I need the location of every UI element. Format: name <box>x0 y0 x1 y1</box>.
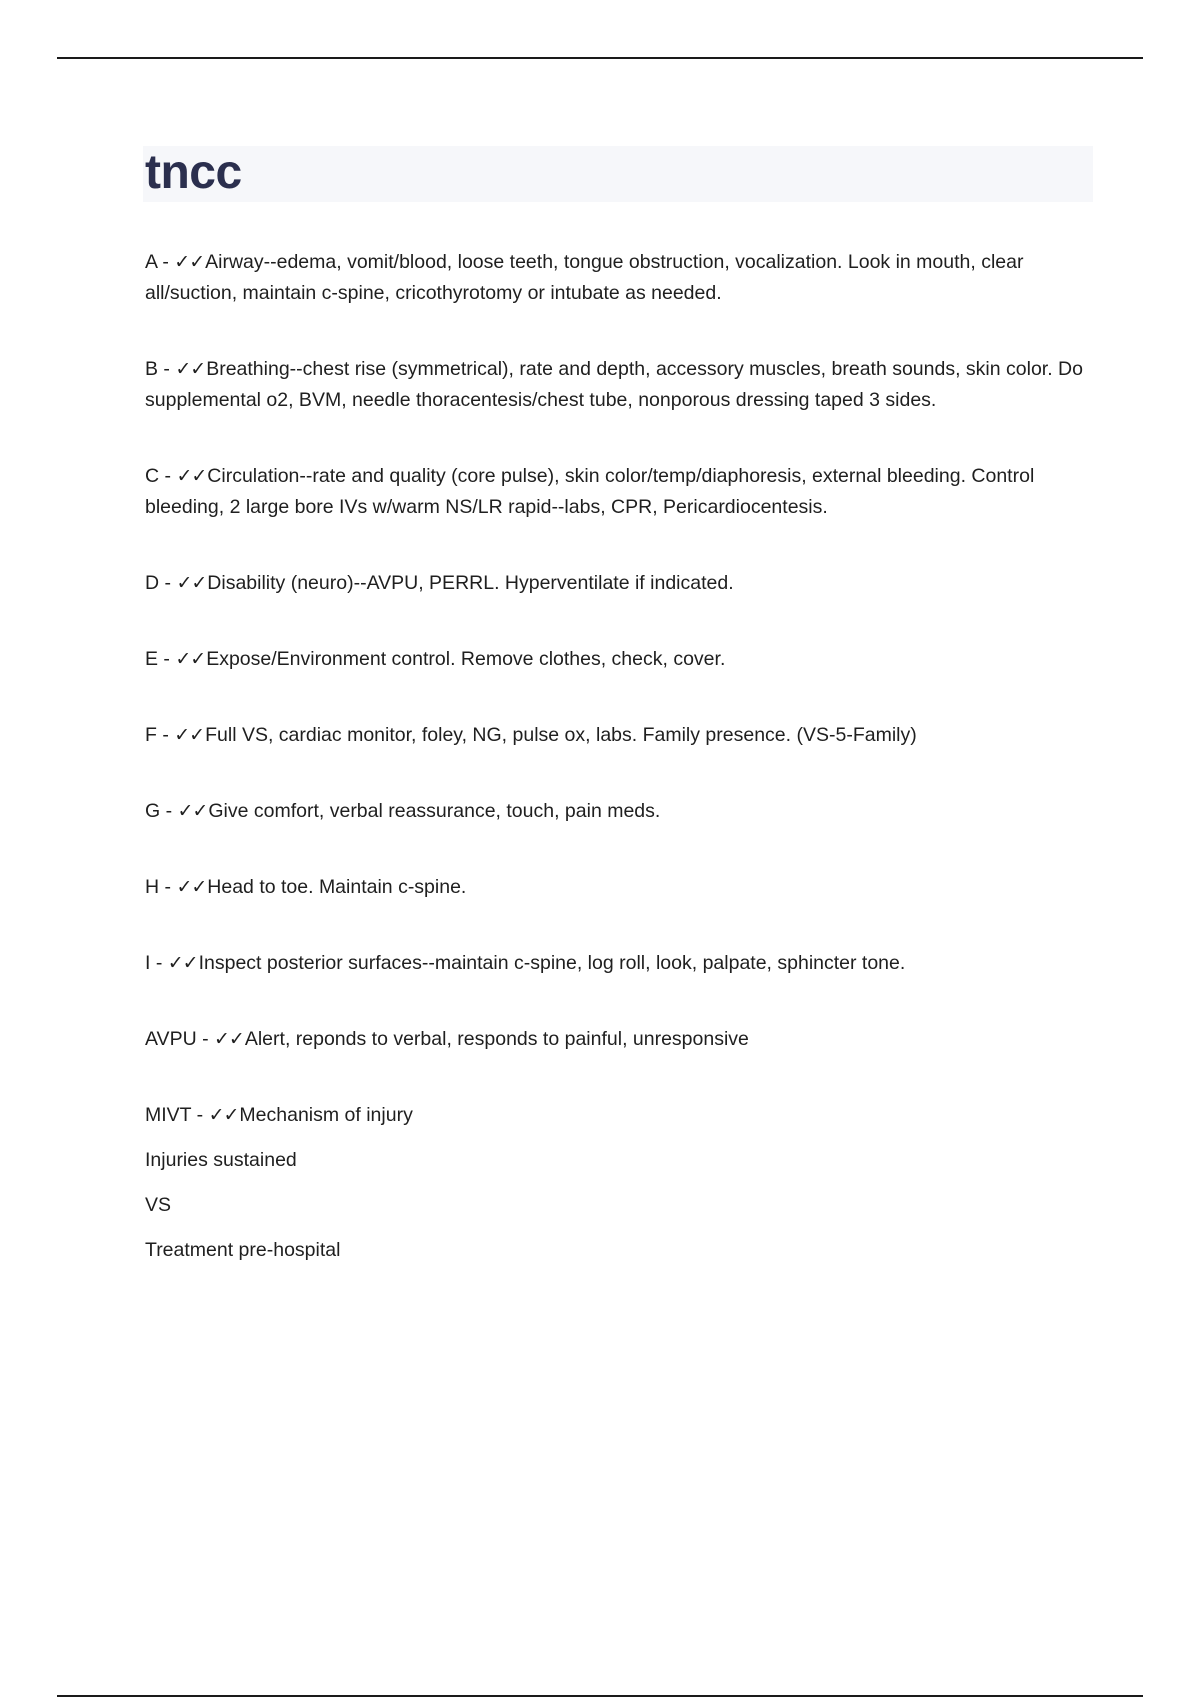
check-mark-icon: ✓✓ <box>167 952 198 974</box>
card-definition: Airway--edema, vomit/blood, loose teeth, tongue obstruction, vocalization. Look in mouth, clear all/suction, maintain c-spine, cricothyrotomy or intubate as needed. <box>145 251 1024 304</box>
flashcard <box>145 720 1085 751</box>
check-mark-icon: ✓✓ <box>208 1104 239 1126</box>
flashcard <box>145 1100 1085 1266</box>
card-definition-line: Treatment pre-hospital <box>145 1239 341 1261</box>
card-definition-line: Injuries sustained <box>145 1149 297 1171</box>
card-term: C - <box>145 465 176 487</box>
card-definition: Expose/Environment control. Remove clothes, check, cover. <box>206 648 726 670</box>
card-definition-line: VS <box>145 1194 172 1216</box>
flashcard <box>145 247 1085 309</box>
top-rule <box>57 57 1143 59</box>
check-mark-icon: ✓✓ <box>214 1028 244 1050</box>
card-term: A - <box>145 251 174 273</box>
card-term: B - <box>145 358 175 380</box>
card-term: H - <box>145 876 176 898</box>
card-definition: Give comfort, verbal reassurance, touch, pain meds. <box>208 800 661 822</box>
check-mark-icon: ✓✓ <box>174 724 205 746</box>
card-term: D - <box>145 572 176 594</box>
card-term: E - <box>145 648 175 670</box>
page-title: tncc <box>145 146 242 199</box>
flashcard <box>145 1024 1085 1055</box>
check-mark-icon: ✓✓ <box>177 800 208 822</box>
flashcard <box>145 568 1085 599</box>
check-mark-icon: ✓✓ <box>175 648 206 670</box>
flashcard-list <box>145 247 1085 1311</box>
flashcard <box>145 354 1085 416</box>
flashcard <box>145 644 1085 675</box>
check-mark-icon: ✓✓ <box>176 465 207 487</box>
card-term: MIVT - <box>145 1104 209 1126</box>
card-definition: Mechanism of injury <box>239 1104 413 1126</box>
card-definition: Circulation--rate and quality (core pulse), skin color/temp/diaphoresis, external bleeding. Control bleeding, 2 large bore IVs w/warm NS/LR rapid--labs, CPR, Pericardiocentesis. <box>145 465 1035 518</box>
check-mark-icon: ✓✓ <box>176 876 207 898</box>
card-definition: Alert, reponds to verbal, responds to painful, unresponsive <box>244 1028 749 1050</box>
card-term: I - <box>145 952 168 974</box>
card-definition: Breathing--chest rise (symmetrical), rate and depth, accessory muscles, breath sounds, skin color. Do supplemental o2, BVM, needle thoracentesis/chest tube, nonporous dressing taped 3 sides. <box>145 358 1083 411</box>
flashcard <box>145 796 1085 827</box>
flashcard <box>145 948 1085 979</box>
card-definition: Head to toe. Maintain c-spine. <box>207 876 467 898</box>
flashcard <box>145 461 1085 523</box>
card-term: AVPU - <box>145 1028 214 1050</box>
bottom-rule <box>57 1695 1143 1697</box>
card-term: F - <box>145 724 174 746</box>
check-mark-icon: ✓✓ <box>175 358 206 380</box>
card-term: G - <box>145 800 178 822</box>
title-band <box>143 146 1093 202</box>
check-mark-icon: ✓✓ <box>176 572 207 594</box>
card-definition: Inspect posterior surfaces--maintain c-spine, log roll, look, palpate, sphincter tone. <box>198 952 906 974</box>
flashcard <box>145 872 1085 903</box>
card-definition: Full VS, cardiac monitor, foley, NG, pulse ox, labs. Family presence. (VS-5-Family) <box>205 724 917 746</box>
card-definition: Disability (neuro)--AVPU, PERRL. Hyperventilate if indicated. <box>207 572 734 594</box>
check-mark-icon: ✓✓ <box>174 251 205 273</box>
